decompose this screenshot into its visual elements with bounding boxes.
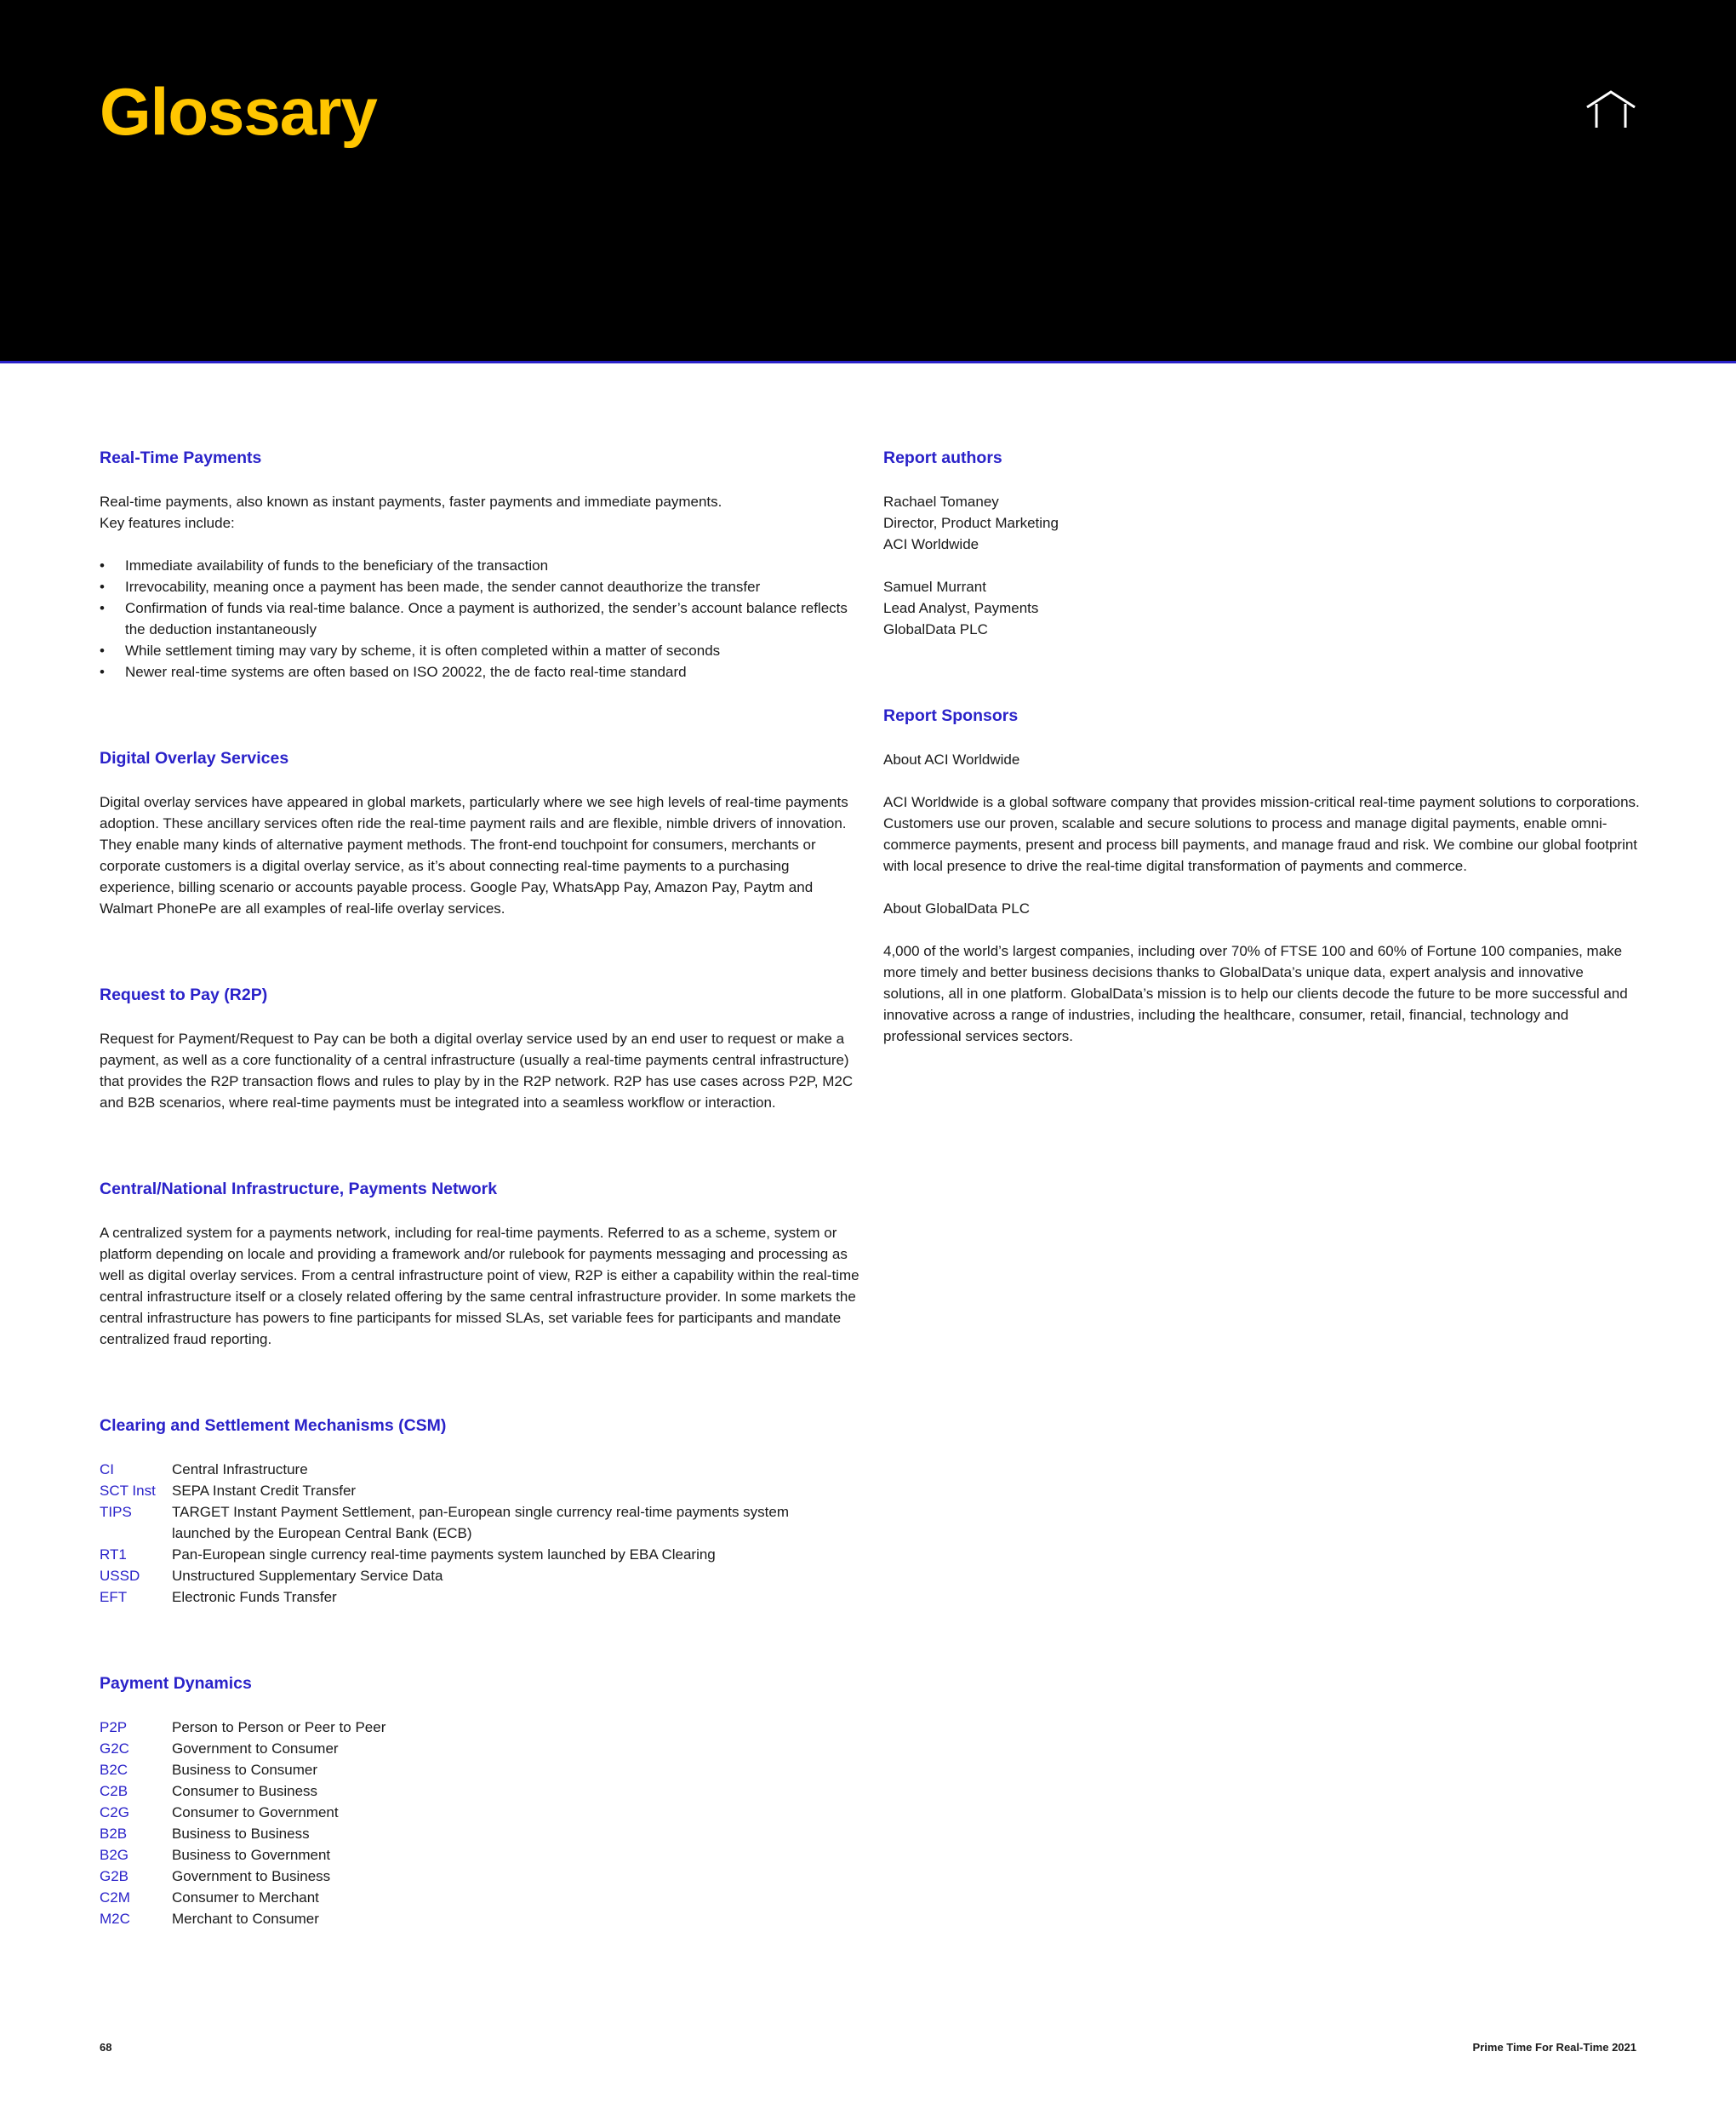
sponsor-title: About GlobalData PLC — [883, 900, 1030, 917]
section-request-to-pay — [100, 982, 865, 1113]
definition: Person to Person or Peer to Peer — [172, 1719, 386, 1735]
abbreviation: G2C — [100, 1740, 129, 1757]
section-central-infrastructure — [100, 1176, 865, 1350]
definition: Government to Consumer — [172, 1740, 339, 1757]
abbreviation: C2B — [100, 1783, 128, 1799]
section-heading: Payment Dynamics — [100, 1674, 252, 1693]
sponsor-body: ACI Worldwide is a global software company that provides mission-critical real-time payment solutions to corporations. Customers use our proven, scalable and secure solutions to process and manage digital payments, enable omni-commerce payments, present and process bill payments, and manage fraud and risk. We combine our global footprint with local presence to drive the real-time digital transformation of payments and commerce. — [883, 794, 1640, 874]
section-heading: Request to Pay (R2P) — [100, 986, 268, 1004]
section-payment-dynamics — [100, 1671, 865, 1929]
abbreviation: B2C — [100, 1762, 128, 1778]
section-report-sponsors — [883, 703, 1641, 1047]
section-heading: Report Sponsors — [883, 706, 1019, 725]
abbreviation: B2G — [100, 1847, 129, 1863]
author-role: Lead Analyst, Payments — [883, 600, 1039, 616]
section-heading: Real-Time Payments — [100, 449, 262, 467]
definition: Government to Business — [172, 1868, 331, 1884]
list-item: • Immediate availability of funds to the beneficiary of the transaction — [100, 555, 865, 576]
abbreviation-row — [100, 1501, 865, 1544]
list-item: • Newer real-time systems are often based on ISO 20022, the de facto real-time standard — [100, 661, 865, 683]
abbreviation-row — [100, 1717, 865, 1738]
definition: Consumer to Government — [172, 1804, 339, 1820]
abbreviation-row — [100, 1823, 865, 1844]
definition: SEPA Instant Credit Transfer — [172, 1483, 357, 1499]
glossary-column — [100, 445, 865, 1992]
sponsor-body: 4,000 of the world’s largest companies, including over 70% of FTSE 100 and 60% of Fortune 100 companies, make more timely and better business decisions thanks to GlobalData’s unique data, expert analysis and innovative solutions, all in one platform. GlobalData’s mission is to help our clients decode the future to be more successful and innovative across a range of industries, including the healthcare, consumer, retail, financial, technology and professional services sectors. — [883, 943, 1628, 1044]
sponsor-title: About ACI Worldwide — [883, 751, 1020, 768]
definition: Consumer to Business — [172, 1783, 318, 1799]
abbreviation: M2C — [100, 1911, 130, 1927]
definition: Unstructured Supplementary Service Data — [172, 1568, 443, 1584]
author-org: GlobalData PLC — [883, 621, 988, 637]
section-heading: Central/National Infrastructure, Payments Network — [100, 1180, 498, 1198]
author-name: Samuel Murrant — [883, 579, 986, 595]
section-heading: Clearing and Settlement Mechanisms (CSM) — [100, 1416, 447, 1435]
section-real-time-payments — [100, 445, 865, 683]
section-digital-overlay-services — [100, 746, 865, 919]
abbreviation: C2M — [100, 1889, 130, 1906]
abbreviation-row — [100, 1565, 865, 1586]
abbreviation-row — [100, 1544, 865, 1565]
abbreviation-row — [100, 1887, 865, 1908]
abbreviation-row — [100, 1459, 865, 1480]
page-title: Glossary — [100, 74, 377, 149]
report-info-column — [883, 445, 1641, 1110]
abbreviation: CI — [100, 1461, 114, 1477]
feature-list — [100, 555, 865, 683]
author-name: Rachael Tomaney — [883, 494, 999, 510]
definition: Electronic Funds Transfer — [172, 1589, 337, 1605]
definition: Business to Government — [172, 1847, 331, 1863]
definition: Consumer to Merchant — [172, 1889, 319, 1906]
definition: Pan-European single currency real-time payments system launched by EBA Clearing — [172, 1546, 716, 1563]
list-item: • While settlement timing may vary by scheme, it is often completed within a matter of seconds — [100, 640, 865, 661]
section-heading: Report authors — [883, 449, 1002, 467]
abbreviation-row — [100, 1586, 865, 1608]
abbreviation: EFT — [100, 1589, 128, 1605]
definition: Business to Business — [172, 1826, 310, 1842]
section-heading: Digital Overlay Services — [100, 749, 289, 768]
abbreviation-row — [100, 1480, 865, 1501]
abbreviation: G2B — [100, 1868, 129, 1884]
abbreviation: B2B — [100, 1826, 128, 1842]
abbreviation: RT1 — [100, 1546, 127, 1563]
abbreviation: P2P — [100, 1719, 128, 1735]
list-item: • Confirmation of funds via real-time balance. Once a payment is authorized, the sender’s account balance reflects the deduction instantaneously — [100, 597, 865, 640]
abbreviation-row — [100, 1759, 865, 1780]
intro-text: Real-time payments, also known as instant payments, faster payments and immediate payments. — [100, 494, 722, 510]
page-number: 68 — [100, 2041, 112, 2054]
section-body: Digital overlay services have appeared in global markets, particularly where we see high levels of real-time payments adoption. These ancillary services often ride the real-time payment rails and are flexible, nimble drivers of innovation. They enable many kinds of alternative payment methods. The front-end touchpoint for consumers, merchants or corporate customers is a digital overlay service, as it’s about connecting real-time payments to a purchasing experience, billing scenario or accounts payable process. Google Pay, WhatsApp Pay, Amazon Pay, Paytm and Walmart PhonePe are all examples of real-life overlay services. — [100, 794, 848, 917]
definition: Central Infrastructure — [172, 1461, 308, 1477]
abbreviation: C2G — [100, 1804, 129, 1820]
abbreviation: USSD — [100, 1568, 140, 1584]
author-role: Director, Product Marketing — [883, 515, 1059, 531]
page-header — [0, 0, 1736, 363]
abbreviation: TIPS — [100, 1504, 132, 1520]
definition: Business to Consumer — [172, 1762, 318, 1778]
abbreviation-row — [100, 1908, 865, 1929]
abbreviation-row — [100, 1738, 865, 1759]
abbreviation-row — [100, 1844, 865, 1866]
abbreviation-row — [100, 1802, 865, 1823]
publication-title: Prime Time For Real-Time 2021 — [1472, 2041, 1636, 2054]
abbreviation-row — [100, 1780, 865, 1802]
list-item: • Irrevocability, meaning once a payment has been made, the sender cannot deauthorize the transfer — [100, 576, 865, 597]
section-csm — [100, 1413, 865, 1608]
definition: TARGET Instant Payment Settlement, pan-European single currency real-time payments system launched by the European Central Bank (ECB) — [172, 1504, 790, 1541]
section-body: Request for Payment/Request to Pay can be both a digital overlay service used by an end user to request or make a payment, as well as a core functionality of a central infrastructure (usually a real-time payments central infrastructure) that provides the R2P transaction flows and rules to play by in the R2P network. R2P has use cases across P2P, M2C and B2B scenarios, where real-time payments must be integrated into a seamless workflow or interaction. — [100, 1031, 854, 1111]
abbreviation-row — [100, 1866, 865, 1887]
definition: Merchant to Consumer — [172, 1911, 319, 1927]
author-org: ACI Worldwide — [883, 536, 979, 552]
intro-text: Key features include: — [100, 515, 235, 531]
home-icon[interactable] — [1585, 89, 1637, 129]
section-body: A centralized system for a payments network, including for real-time payments. Referred to as a scheme, system or platform depending on locale and providing a framework and/or rulebook for payments messaging and processing as well as digital overlay services. From a central infrastructure point of view, R2P is either a capability within the real-time central infrastructure itself or a closely related offering by the same central infrastructure provider. In some markets the central infrastructure has powers to fine participants for missed SLAs, set variable fees for participants and mandate centralized fraud reporting. — [100, 1225, 859, 1347]
section-report-authors — [883, 445, 1641, 640]
abbreviation: SCT Inst — [100, 1483, 156, 1499]
